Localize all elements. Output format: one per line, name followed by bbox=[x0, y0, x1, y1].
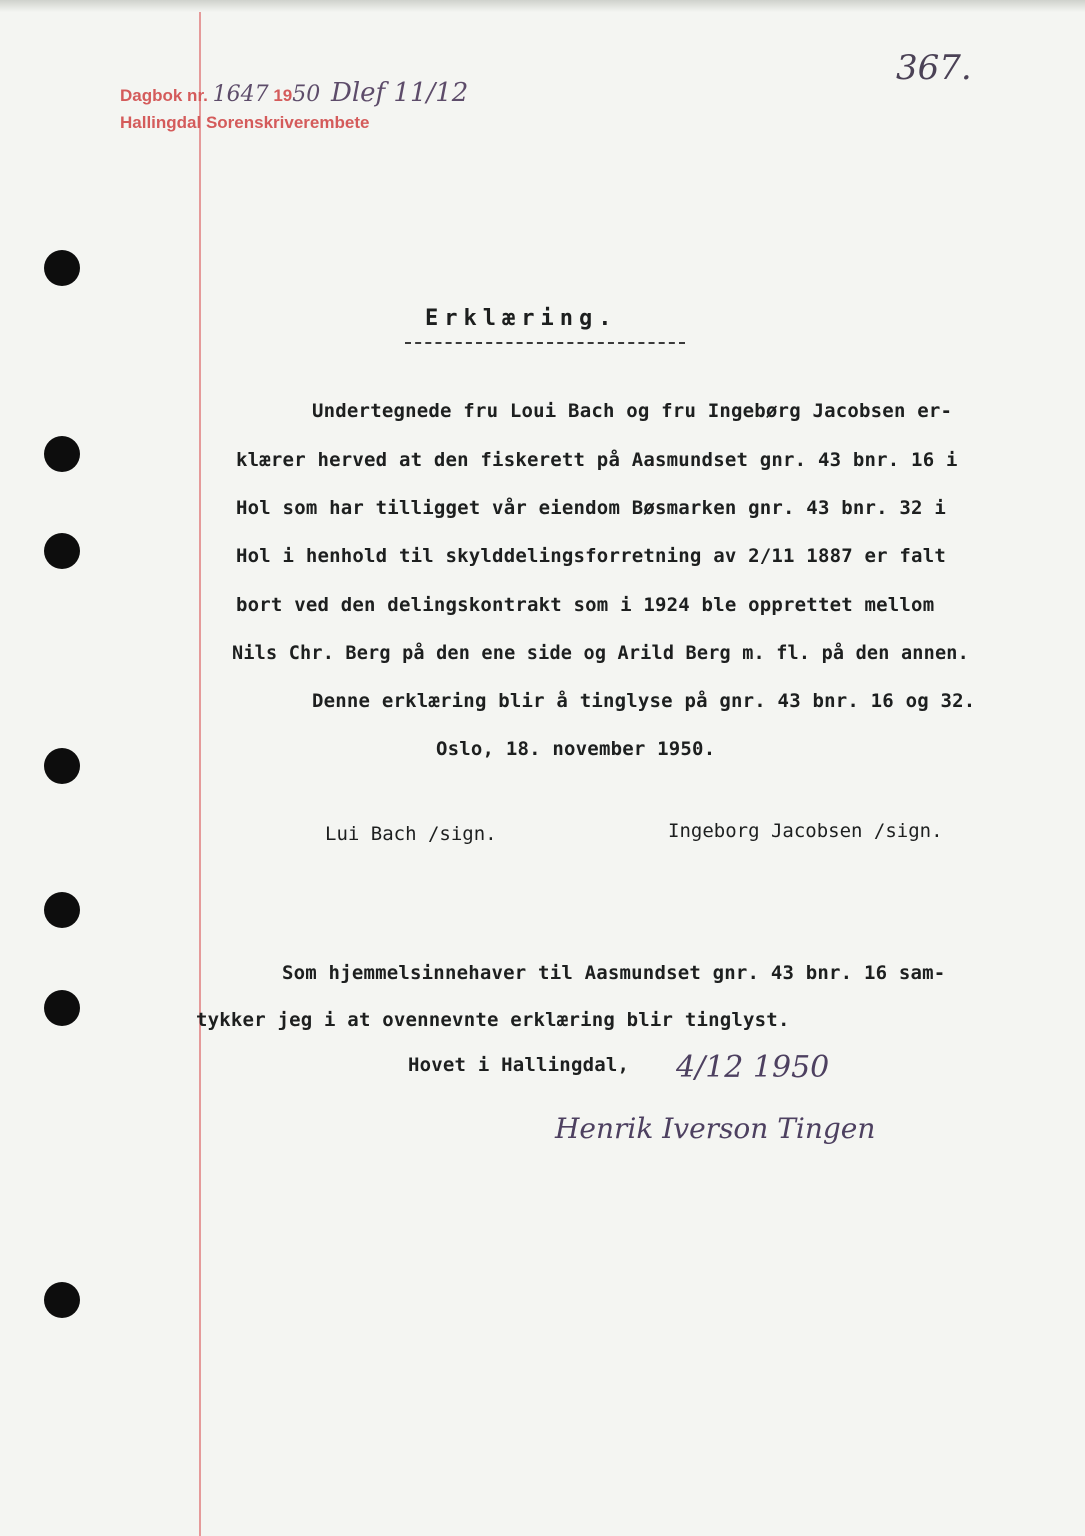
stamp-office: Hallingdal Sorenskriverembete bbox=[120, 113, 370, 132]
signature-left: Lui Bach /sign. bbox=[325, 823, 497, 845]
stamp-number: 1647 bbox=[212, 82, 269, 107]
body-line: Undertegnede fru Loui Bach og fru Ingebørg Jacobsen er- bbox=[312, 400, 953, 422]
margin-line bbox=[199, 12, 201, 1536]
handwritten-date: 4/12 1950 bbox=[676, 1050, 830, 1085]
punch-hole bbox=[44, 748, 80, 784]
body-line: klærer herved at den fiskerett på Aasmundset gnr. 43 bnr. 16 i bbox=[236, 449, 958, 471]
body-line: Denne erklæring blir å tinglyse på gnr. 43 bnr. 16 og 32. bbox=[312, 690, 976, 712]
place-date: Oslo, 18. november 1950. bbox=[436, 738, 716, 760]
consent-line: Som hjemmelsinnehaver til Aasmundset gnr. 43 bnr. 16 sam- bbox=[282, 962, 946, 984]
title-underline bbox=[405, 342, 685, 344]
punch-hole bbox=[44, 436, 80, 472]
body-line: bort ved den delingskontrakt som i 1924 ble opprettet mellom bbox=[236, 594, 935, 616]
document-title: Erklæring. bbox=[425, 306, 618, 331]
body-line: Hol som har tilligget vår eiendom Bøsmarken gnr. 43 bnr. 32 i bbox=[236, 497, 946, 519]
signature-right: Ingeborg Jacobsen /sign. bbox=[668, 820, 943, 842]
handwritten-signature: Henrik Iverson Tingen bbox=[555, 1112, 876, 1145]
place-2: Hovet i Hallingdal, bbox=[408, 1054, 630, 1076]
body-line: Hol i henhold til skylddelingsforretning av 2/11 1887 er falt bbox=[236, 545, 946, 567]
body-line: Nils Chr. Berg på den ene side og Arild Berg m. fl. på den annen. bbox=[232, 643, 969, 664]
stamp-annotation: Dlef 11/12 bbox=[330, 78, 469, 108]
stamp-line-1 bbox=[120, 80, 468, 109]
registry-stamp bbox=[120, 80, 468, 136]
punch-hole bbox=[44, 990, 80, 1026]
consent-line: tykker jeg i at ovennevnte erklæring blir tinglyst. bbox=[196, 1009, 790, 1031]
stamp-dagbok-label: Dagbok nr. bbox=[120, 86, 208, 105]
stamp-year-prefix: 19 bbox=[273, 86, 293, 105]
stamp-year-suffix: 50 bbox=[292, 82, 321, 107]
scan-edge bbox=[0, 0, 1085, 12]
punch-hole bbox=[44, 250, 80, 286]
punch-hole bbox=[44, 533, 80, 569]
punch-hole bbox=[44, 892, 80, 928]
page-number: 367. bbox=[896, 48, 972, 88]
punch-hole bbox=[44, 1282, 80, 1318]
